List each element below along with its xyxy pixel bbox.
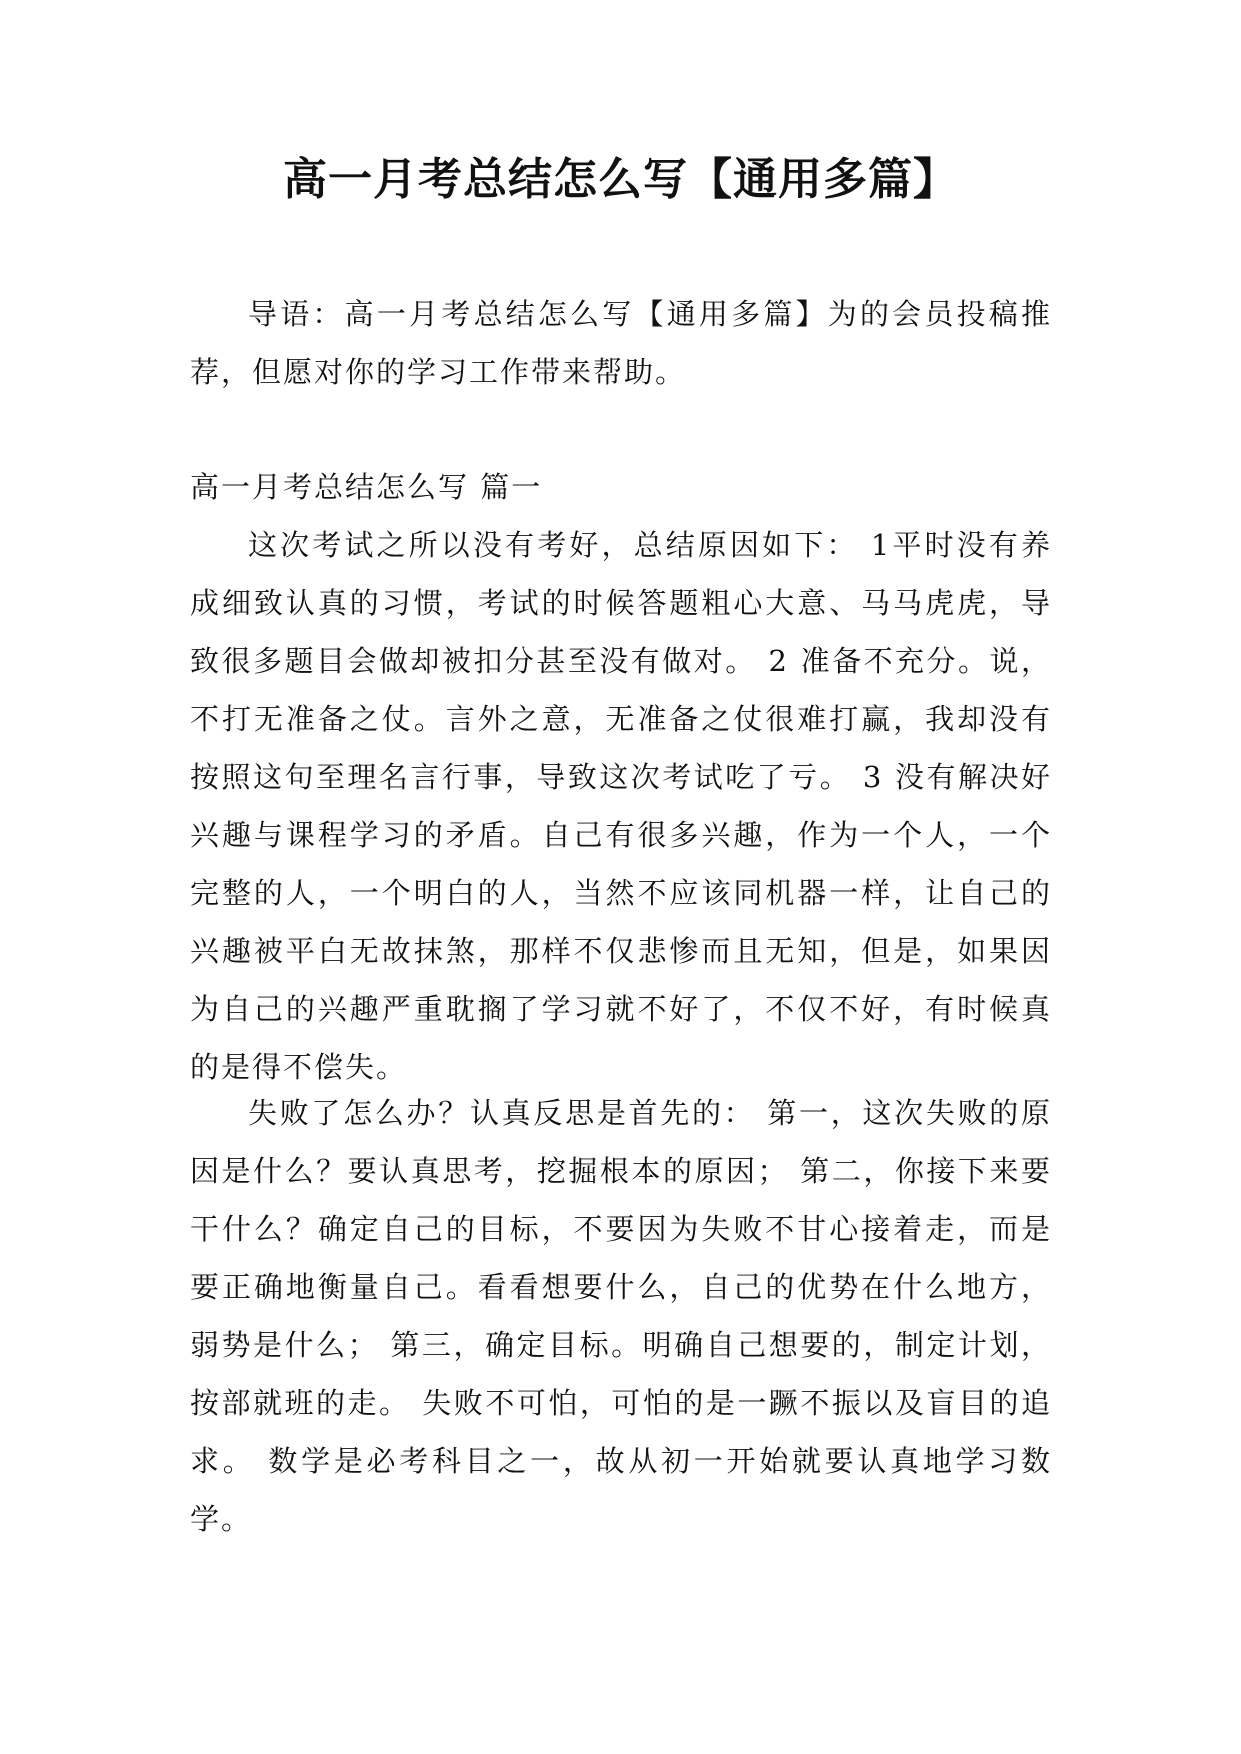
document-title: 高一月考总结怎么写【通用多篇】 [283,154,958,205]
intro-paragraph: 导语：高一月考总结怎么写【通用多篇】为的会员投稿推荐，但愿对你的学习工作带来帮助。 [190,297,1052,389]
body-paragraph-2: 失败了怎么办？认真反思是首先的： 第一，这次失败的原因是什么？要认真思考，挖掘根本的原因； 第二，你接下来要干什么？确定自己的目标，不要因为失败不甘心接着走，而是要正确地衡量自己。看看想要什么，自己的优势在什么地方，弱势是什么； 第三，确定目标。明确自己想要的，制定计划，按部就班的走。 失败不可怕，可怕的是一蹶不振以及盲目的追求。 数学是必考科目之一，故从初一开始就要认真地学习数学。 [190,1096,1052,1536]
body-paragraph-1: 这次考试之所以没有考好，总结原因如下： 1平时没有养成细致认真的习惯，考试的时候答题粗心大意、马马虎虎，导致很多题目会做却被扣分甚至没有做对。 2 准备不充分。说，不打无准备之仗。言外之意，无准备之仗很难打赢，我却没有按照这句至理名言行事，导致这次考试吃了亏。 3 没有解决好兴趣与课程学习的矛盾。自己有很多兴趣，作为一个人，一个完整的人，一个明白的人，当然不应该同机器一样，让自己的兴趣被平白无故抹煞，那样不仅悲惨而且无知，但是，如果因为自己的兴趣严重耽搁了学习就不好了，不仅不好，有时候真的是得不偿失。 [190,528,1052,1084]
section-heading: 高一月考总结怎么写 篇一 [190,470,543,504]
